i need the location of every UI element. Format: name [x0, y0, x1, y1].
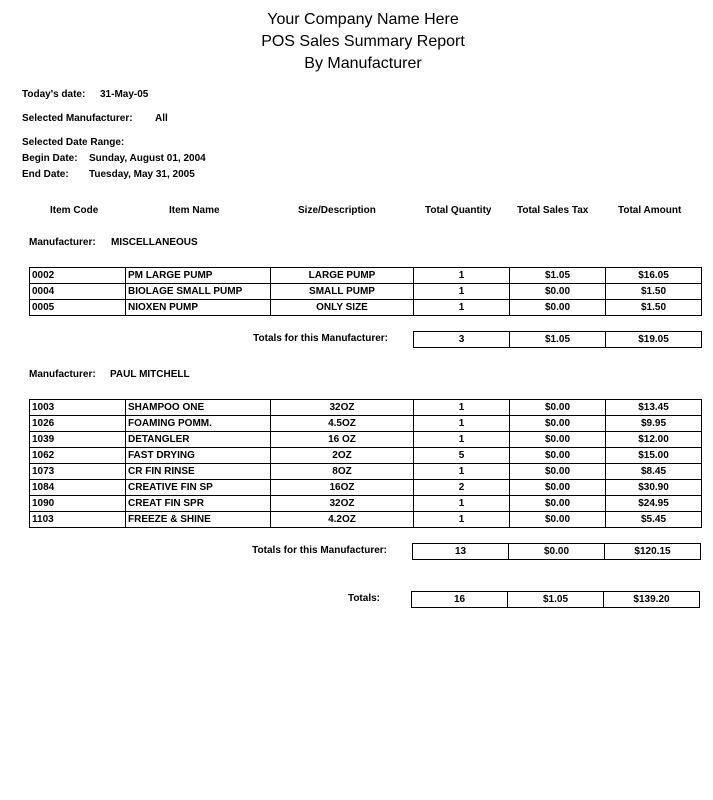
group-totals-paul-mitchell: [412, 543, 701, 560]
item-sales-tax: $0.00: [510, 284, 606, 300]
item-size: SMALL PUMP: [271, 284, 414, 300]
item-code: 1039: [30, 432, 126, 448]
todays-date-label: Today's date:: [22, 89, 86, 100]
item-code: 0002: [30, 268, 126, 284]
item-code: 1073: [30, 464, 126, 480]
item-sales-tax: $0.00: [510, 464, 606, 480]
group-manufacturer-label: Manufacturer:: [29, 237, 96, 248]
item-name: CREATIVE FIN SP: [126, 480, 271, 496]
table-row: [30, 432, 702, 448]
item-size: 2OZ: [271, 448, 414, 464]
item-code: 1026: [30, 416, 126, 432]
item-amount: $9.95: [606, 416, 702, 432]
group-totals-label: Totals for this Manufacturer:: [253, 333, 388, 344]
table-row: [30, 268, 702, 284]
table-row: [30, 448, 702, 464]
items-table-miscellaneous: [29, 267, 702, 316]
item-code: 1103: [30, 512, 126, 528]
totals-row: [412, 592, 700, 608]
item-size: 16 OZ: [271, 432, 414, 448]
item-quantity: 1: [414, 284, 510, 300]
item-amount: $1.50: [606, 284, 702, 300]
item-code: 1090: [30, 496, 126, 512]
item-sales-tax: $0.00: [510, 432, 606, 448]
column-header-item-code: Item Code: [50, 205, 99, 216]
group-totals-miscellaneous: [413, 331, 702, 348]
item-size: 4.2OZ: [271, 512, 414, 528]
item-amount: $16.05: [606, 268, 702, 284]
total-amount: $120.15: [605, 544, 701, 560]
table-row: [30, 284, 702, 300]
group-manufacturer-name: PAUL MITCHELL: [110, 369, 190, 380]
item-sales-tax: $0.00: [510, 512, 606, 528]
report-title: POS Sales Summary Report: [261, 33, 465, 50]
group-manufacturer-name: MISCELLANEOUS: [111, 237, 198, 248]
item-quantity: 1: [414, 432, 510, 448]
item-amount: $30.90: [606, 480, 702, 496]
item-size: 16OZ: [271, 480, 414, 496]
group-manufacturer-label: Manufacturer:: [29, 369, 96, 380]
selected-manufacturer-label: Selected Manufacturer:: [22, 113, 133, 124]
grand-total-quantity: 16: [412, 592, 508, 608]
table-row: [30, 512, 702, 528]
item-quantity: 1: [414, 268, 510, 284]
item-size: 4.5OZ: [271, 416, 414, 432]
total-quantity: 3: [414, 332, 510, 348]
item-sales-tax: $1.05: [510, 268, 606, 284]
item-quantity: 1: [414, 512, 510, 528]
item-amount: $8.45: [606, 464, 702, 480]
end-date-value: Tuesday, May 31, 2005: [89, 169, 195, 180]
item-quantity: 2: [414, 480, 510, 496]
item-size: LARGE PUMP: [271, 268, 414, 284]
totals-row: [413, 544, 701, 560]
item-sales-tax: $0.00: [510, 416, 606, 432]
item-name: FREEZE & SHINE: [126, 512, 271, 528]
item-size: 32OZ: [271, 496, 414, 512]
table-row: [30, 496, 702, 512]
grand-total-amount: $139.20: [604, 592, 700, 608]
item-quantity: 5: [414, 448, 510, 464]
table-row: [30, 400, 702, 416]
item-name: CREAT FIN SPR: [126, 496, 271, 512]
todays-date-value: 31-May-05: [100, 89, 149, 100]
item-code: 1084: [30, 480, 126, 496]
selected-manufacturer-value: All: [155, 113, 168, 124]
item-amount: $13.45: [606, 400, 702, 416]
item-quantity: 1: [414, 416, 510, 432]
begin-date-label: Begin Date:: [22, 153, 78, 164]
company-name: Your Company Name Here: [267, 11, 459, 28]
column-header-quantity: Total Quantity: [425, 205, 492, 216]
end-date-label: End Date:: [22, 169, 69, 180]
totals-row: [414, 332, 702, 348]
item-quantity: 1: [414, 400, 510, 416]
item-size: 8OZ: [271, 464, 414, 480]
total-quantity: 13: [413, 544, 509, 560]
item-quantity: 1: [414, 496, 510, 512]
table-row: [30, 480, 702, 496]
item-sales-tax: $0.00: [510, 496, 606, 512]
total-sales-tax: $0.00: [509, 544, 605, 560]
report-subtitle: By Manufacturer: [304, 55, 422, 72]
date-range-label: Selected Date Range:: [22, 137, 125, 148]
item-amount: $5.45: [606, 512, 702, 528]
item-code: 0005: [30, 300, 126, 316]
item-name: SHAMPOO ONE: [126, 400, 271, 416]
item-size: ONLY SIZE: [271, 300, 414, 316]
begin-date-value: Sunday, August 01, 2004: [89, 153, 206, 164]
item-sales-tax: $0.00: [510, 400, 606, 416]
column-header-size: Size/Description: [298, 205, 376, 216]
item-amount: $15.00: [606, 448, 702, 464]
grand-totals-label: Totals:: [347, 593, 380, 604]
item-sales-tax: $0.00: [510, 480, 606, 496]
item-quantity: 1: [414, 300, 510, 316]
column-header-amount: Total Amount: [618, 205, 682, 216]
item-amount: $12.00: [606, 432, 702, 448]
group-totals-label: Totals for this Manufacturer:: [252, 545, 387, 556]
grand-totals-table: [411, 591, 700, 608]
item-name: CR FIN RINSE: [126, 464, 271, 480]
item-amount: $1.50: [606, 300, 702, 316]
item-size: 32OZ: [271, 400, 414, 416]
column-header-sales-tax: Total Sales Tax: [517, 205, 589, 216]
item-code: 1003: [30, 400, 126, 416]
item-code: 0004: [30, 284, 126, 300]
item-amount: $24.95: [606, 496, 702, 512]
table-row: [30, 300, 702, 316]
table-row: [30, 464, 702, 480]
item-quantity: 1: [414, 464, 510, 480]
items-table-paul-mitchell: [29, 399, 702, 528]
item-name: NIOXEN PUMP: [126, 300, 271, 316]
item-name: FOAMING POMM.: [126, 416, 271, 432]
item-name: PM LARGE PUMP: [126, 268, 271, 284]
item-name: DETANGLER: [126, 432, 271, 448]
table-row: [30, 416, 702, 432]
item-sales-tax: $0.00: [510, 448, 606, 464]
item-sales-tax: $0.00: [510, 300, 606, 316]
total-amount: $19.05: [606, 332, 702, 348]
total-sales-tax: $1.05: [510, 332, 606, 348]
item-name: BIOLAGE SMALL PUMP: [126, 284, 271, 300]
item-name: FAST DRYING: [126, 448, 271, 464]
column-header-item-name: Item Name: [169, 205, 220, 216]
item-code: 1062: [30, 448, 126, 464]
grand-total-sales-tax: $1.05: [508, 592, 604, 608]
